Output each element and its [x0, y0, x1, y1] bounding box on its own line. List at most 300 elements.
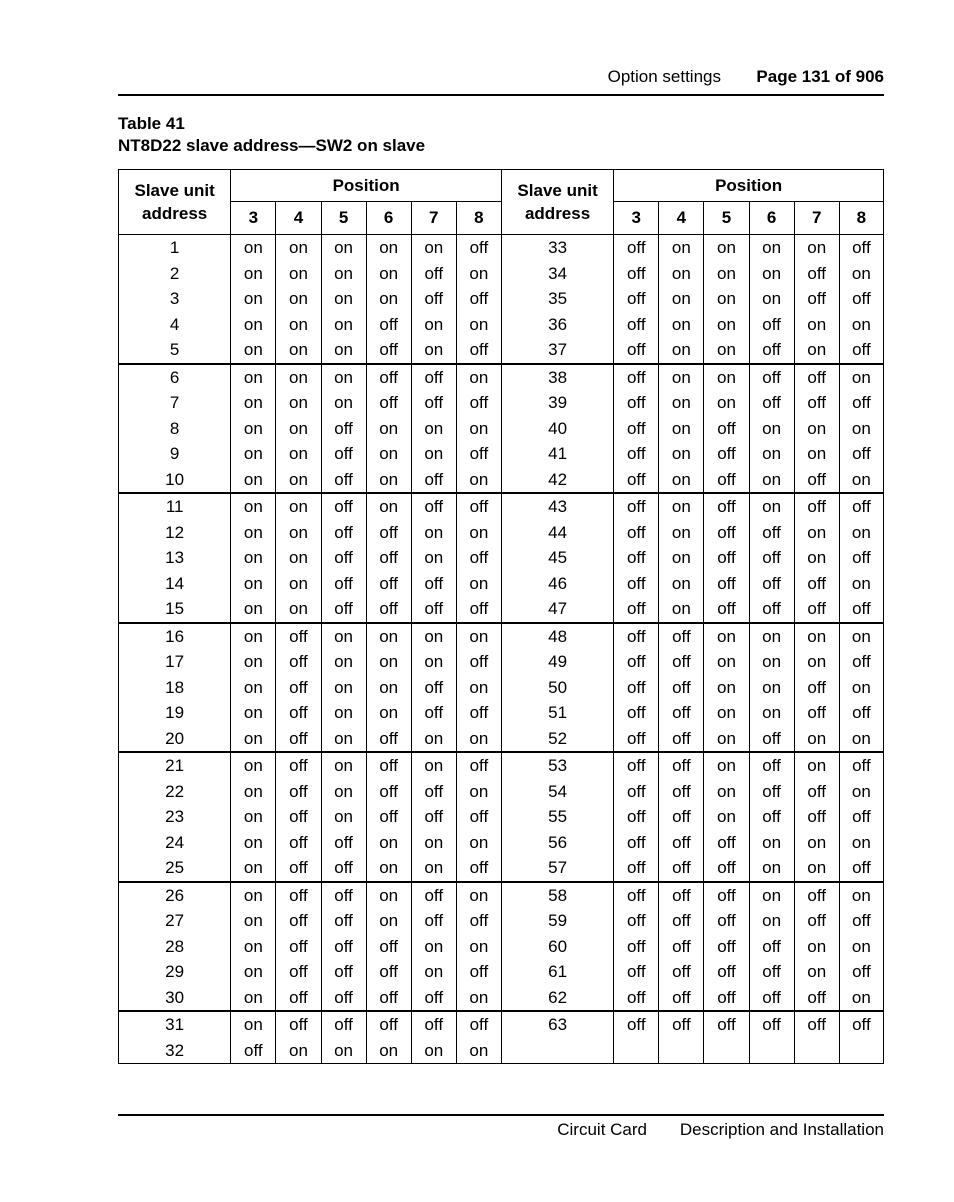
switch-cell: off: [839, 959, 883, 985]
address-cell: 39: [501, 390, 613, 416]
switch-cell: off: [366, 390, 411, 416]
address-cell: 45: [501, 545, 613, 571]
switch-cell: on: [366, 649, 411, 675]
switch-cell: off: [321, 467, 366, 494]
switch-cell: off: [839, 545, 883, 571]
switch-cell: on: [411, 934, 456, 960]
switch-cell: on: [456, 779, 501, 805]
header-line: address: [142, 204, 208, 223]
switch-cell: on: [659, 493, 704, 520]
switch-cell: on: [276, 545, 321, 571]
switch-cell: on: [456, 312, 501, 338]
table-row: [119, 1038, 884, 1064]
switch-cell: on: [411, 959, 456, 985]
switch-cell: off: [321, 416, 366, 442]
switch-cell: on: [704, 312, 749, 338]
switch-cell: on: [456, 416, 501, 442]
table-row: [119, 726, 884, 753]
table-row: [119, 855, 884, 882]
address-cell: 19: [119, 700, 231, 726]
header-line: Slave unit: [134, 181, 215, 200]
switch-cell: on: [411, 235, 456, 261]
switch-cell: on: [276, 364, 321, 391]
table-row: [119, 390, 884, 416]
address-cell: 48: [501, 623, 613, 650]
switch-cell: on: [411, 312, 456, 338]
switch-cell: on: [276, 596, 321, 623]
switch-cell: on: [276, 286, 321, 312]
switch-cell: off: [659, 726, 704, 753]
switch-cell: on: [231, 882, 276, 909]
address-cell: 51: [501, 700, 613, 726]
switch-cell: off: [614, 520, 659, 546]
switch-cell: on: [839, 261, 883, 287]
address-cell: 4: [119, 312, 231, 338]
switch-cell: on: [366, 882, 411, 909]
switch-cell: on: [659, 337, 704, 364]
switch-cell: on: [749, 700, 794, 726]
address-cell: 1: [119, 235, 231, 261]
switch-cell: off: [411, 908, 456, 934]
switch-cell: on: [366, 855, 411, 882]
switch-cell: off: [366, 752, 411, 779]
switch-cell: on: [366, 261, 411, 287]
switch-cell: off: [614, 261, 659, 287]
switch-cell: off: [456, 752, 501, 779]
switch-cell: off: [794, 571, 839, 597]
switch-cell: off: [749, 337, 794, 364]
table-row: [119, 545, 884, 571]
switch-cell: off: [704, 830, 749, 856]
switch-cell: [614, 1038, 659, 1064]
switch-cell: off: [411, 1011, 456, 1038]
switch-cell: off: [614, 908, 659, 934]
table-number: Table 41: [118, 114, 185, 133]
switch-cell: off: [456, 390, 501, 416]
switch-cell: off: [456, 649, 501, 675]
table-row: [119, 467, 884, 494]
switch-cell: off: [794, 596, 839, 623]
switch-cell: off: [366, 364, 411, 391]
address-cell: 28: [119, 934, 231, 960]
switch-cell: off: [614, 493, 659, 520]
switch-cell: off: [614, 545, 659, 571]
switch-cell: on: [456, 1038, 501, 1064]
switch-cell: on: [659, 364, 704, 391]
switch-cell: on: [321, 649, 366, 675]
switch-cell: on: [794, 830, 839, 856]
switch-cell: on: [276, 1038, 321, 1064]
switch-cell: off: [456, 493, 501, 520]
switch-cell: on: [366, 235, 411, 261]
switch-cell: off: [321, 1011, 366, 1038]
switch-cell: on: [659, 571, 704, 597]
switch-cell: off: [276, 882, 321, 909]
switch-cell: on: [659, 312, 704, 338]
switch-cell: off: [276, 700, 321, 726]
switch-cell: off: [704, 985, 749, 1012]
footer-right: Description and Installation: [679, 1120, 884, 1139]
address-cell: 34: [501, 261, 613, 287]
switch-cell: on: [411, 337, 456, 364]
switch-cell: off: [614, 985, 659, 1012]
header-line: Slave unit: [517, 181, 598, 200]
address-cell: 11: [119, 493, 231, 520]
switch-cell: on: [704, 779, 749, 805]
address-cell: 14: [119, 571, 231, 597]
table-row: [119, 520, 884, 546]
switch-cell: off: [614, 286, 659, 312]
switch-cell: off: [456, 596, 501, 623]
switch-cell: off: [794, 286, 839, 312]
table-row: [119, 337, 884, 364]
switch-cell: on: [231, 804, 276, 830]
switch-cell: off: [366, 337, 411, 364]
switch-cell: off: [749, 934, 794, 960]
switch-cell: on: [749, 493, 794, 520]
switch-cell: off: [321, 441, 366, 467]
header-line: address: [524, 204, 591, 223]
address-cell: 22: [119, 779, 231, 805]
address-cell: 20: [119, 726, 231, 753]
address-cell: 10: [119, 467, 231, 494]
switch-cell: off: [411, 390, 456, 416]
switch-cell: on: [794, 545, 839, 571]
switch-cell: off: [276, 752, 321, 779]
address-cell: 25: [119, 855, 231, 882]
address-cell: 6: [119, 364, 231, 391]
table-row: [119, 441, 884, 467]
switch-cell: on: [704, 337, 749, 364]
switch-cell: off: [794, 493, 839, 520]
switch-cell: on: [659, 416, 704, 442]
switch-cell: off: [321, 855, 366, 882]
switch-cell: on: [794, 623, 839, 650]
switch-cell: on: [839, 675, 883, 701]
switch-cell: off: [839, 441, 883, 467]
page-header: [118, 64, 884, 96]
switch-cell: off: [411, 804, 456, 830]
switch-cell: on: [231, 649, 276, 675]
switch-cell: off: [276, 1011, 321, 1038]
address-cell: 27: [119, 908, 231, 934]
address-cell: 17: [119, 649, 231, 675]
switch-cell: on: [749, 441, 794, 467]
switch-cell: off: [659, 882, 704, 909]
switch-cell: off: [659, 649, 704, 675]
switch-cell: off: [321, 985, 366, 1012]
switch-cell: off: [456, 441, 501, 467]
position-right-col-header: 6: [749, 202, 794, 235]
switch-cell: on: [749, 649, 794, 675]
switch-cell: off: [276, 830, 321, 856]
address-cell: 15: [119, 596, 231, 623]
switch-cell: on: [366, 441, 411, 467]
switch-cell: on: [411, 830, 456, 856]
switch-cell: on: [839, 726, 883, 753]
switch-cell: on: [456, 830, 501, 856]
switch-cell: off: [456, 700, 501, 726]
switch-cell: off: [749, 985, 794, 1012]
address-cell: 46: [501, 571, 613, 597]
section-title: Option settings: [607, 67, 721, 86]
table-row: [119, 596, 884, 623]
switch-cell: off: [794, 364, 839, 391]
switch-cell: on: [321, 390, 366, 416]
switch-cell: off: [276, 985, 321, 1012]
switch-cell: off: [794, 1011, 839, 1038]
position-header-right: Position: [614, 170, 884, 202]
table-row: [119, 675, 884, 701]
switch-cell: off: [794, 985, 839, 1012]
switch-cell: off: [794, 675, 839, 701]
switch-cell: off: [231, 1038, 276, 1064]
switch-cell: off: [749, 752, 794, 779]
switch-cell: off: [614, 752, 659, 779]
switch-cell: off: [704, 416, 749, 442]
table-row: [119, 571, 884, 597]
table-row: [119, 752, 884, 779]
switch-cell: off: [411, 700, 456, 726]
switch-cell: on: [411, 520, 456, 546]
switch-cell: on: [231, 545, 276, 571]
switch-cell: off: [659, 779, 704, 805]
switch-cell: on: [231, 441, 276, 467]
switch-cell: off: [839, 649, 883, 675]
switch-cell: on: [704, 261, 749, 287]
switch-cell: on: [456, 675, 501, 701]
switch-cell: [704, 1038, 749, 1064]
switch-cell: on: [231, 390, 276, 416]
table-caption: [118, 113, 425, 157]
switch-cell: on: [411, 726, 456, 753]
address-cell: 50: [501, 675, 613, 701]
switch-cell: on: [704, 804, 749, 830]
switch-cell: on: [411, 545, 456, 571]
slave-unit-header-left: [119, 170, 231, 235]
address-cell: 31: [119, 1011, 231, 1038]
switch-cell: off: [839, 804, 883, 830]
address-cell: 7: [119, 390, 231, 416]
switch-cell: on: [321, 700, 366, 726]
switch-cell: off: [704, 493, 749, 520]
switch-cell: off: [321, 882, 366, 909]
switch-cell: off: [839, 752, 883, 779]
switch-cell: [839, 1038, 883, 1064]
switch-cell: on: [366, 416, 411, 442]
switch-cell: off: [749, 779, 794, 805]
switch-cell: off: [839, 596, 883, 623]
table-row: [119, 312, 884, 338]
switch-cell: off: [749, 545, 794, 571]
switch-cell: off: [276, 675, 321, 701]
switch-cell: off: [456, 337, 501, 364]
switch-cell: off: [839, 855, 883, 882]
address-cell: 61: [501, 959, 613, 985]
switch-cell: off: [411, 571, 456, 597]
switch-cell: on: [839, 623, 883, 650]
switch-cell: on: [366, 1038, 411, 1064]
table-row: [119, 235, 884, 261]
address-cell: 13: [119, 545, 231, 571]
switch-cell: off: [366, 726, 411, 753]
switch-cell: on: [276, 467, 321, 494]
switch-cell: on: [321, 779, 366, 805]
switch-cell: on: [231, 596, 276, 623]
address-cell: 30: [119, 985, 231, 1012]
table-row: [119, 649, 884, 675]
address-cell: 5: [119, 337, 231, 364]
switch-cell: off: [276, 959, 321, 985]
switch-cell: off: [704, 467, 749, 494]
address-cell: 52: [501, 726, 613, 753]
switch-cell: on: [794, 934, 839, 960]
position-right-col-header: 8: [839, 202, 883, 235]
switch-cell: on: [231, 337, 276, 364]
switch-cell: on: [794, 441, 839, 467]
switch-cell: on: [794, 416, 839, 442]
switch-cell: off: [321, 908, 366, 934]
address-cell: 57: [501, 855, 613, 882]
switch-cell: on: [749, 675, 794, 701]
switch-cell: off: [276, 649, 321, 675]
switch-cell: on: [276, 520, 321, 546]
page-number: Page 131 of 906: [756, 67, 884, 86]
switch-cell: off: [659, 908, 704, 934]
table-row: [119, 416, 884, 442]
switch-cell: on: [321, 364, 366, 391]
switch-cell: on: [839, 571, 883, 597]
switch-cell: off: [411, 261, 456, 287]
switch-cell: off: [614, 934, 659, 960]
switch-cell: on: [704, 752, 749, 779]
switch-cell: on: [794, 726, 839, 753]
switch-cell: on: [366, 286, 411, 312]
switch-cell: on: [321, 675, 366, 701]
switch-cell: on: [231, 779, 276, 805]
address-cell: 33: [501, 235, 613, 261]
switch-cell: off: [366, 545, 411, 571]
address-cell: 37: [501, 337, 613, 364]
switch-cell: on: [839, 779, 883, 805]
switch-cell: on: [704, 390, 749, 416]
switch-cell: on: [411, 623, 456, 650]
switch-cell: off: [321, 959, 366, 985]
switch-cell: off: [366, 804, 411, 830]
address-cell: 9: [119, 441, 231, 467]
switch-cell: on: [276, 441, 321, 467]
switch-cell: off: [456, 804, 501, 830]
switch-cell: off: [276, 623, 321, 650]
switch-cell: on: [456, 726, 501, 753]
switch-cell: on: [839, 416, 883, 442]
address-cell: 18: [119, 675, 231, 701]
switch-cell: off: [276, 804, 321, 830]
switch-cell: on: [749, 623, 794, 650]
switch-cell: on: [839, 364, 883, 391]
switch-cell: on: [456, 623, 501, 650]
switch-cell: off: [749, 804, 794, 830]
table-row: [119, 1011, 884, 1038]
switch-cell: on: [839, 520, 883, 546]
position-right-col-header: 7: [794, 202, 839, 235]
switch-cell: on: [231, 623, 276, 650]
address-cell: 41: [501, 441, 613, 467]
switch-cell: on: [704, 726, 749, 753]
switch-cell: off: [749, 312, 794, 338]
switch-cell: on: [231, 752, 276, 779]
address-cell: 26: [119, 882, 231, 909]
table-row: [119, 261, 884, 287]
switch-cell: on: [231, 261, 276, 287]
switch-cell: off: [614, 855, 659, 882]
position-left-col-header: 3: [231, 202, 276, 235]
address-cell: 53: [501, 752, 613, 779]
switch-cell: off: [321, 830, 366, 856]
switch-cell: off: [794, 261, 839, 287]
switch-cell: off: [794, 908, 839, 934]
switch-cell: on: [456, 261, 501, 287]
switch-cell: off: [839, 700, 883, 726]
switch-cell: on: [276, 261, 321, 287]
switch-cell: on: [321, 337, 366, 364]
position-right-col-header: 3: [614, 202, 659, 235]
switch-cell: on: [456, 985, 501, 1012]
switch-cell: off: [614, 882, 659, 909]
switch-cell: on: [659, 390, 704, 416]
switch-cell: off: [839, 493, 883, 520]
switch-cell: on: [456, 520, 501, 546]
switch-cell: on: [366, 467, 411, 494]
switch-cell: off: [659, 959, 704, 985]
switch-cell: on: [456, 882, 501, 909]
position-right-col-header: 5: [704, 202, 749, 235]
switch-cell: off: [614, 312, 659, 338]
switch-cell: on: [704, 364, 749, 391]
switch-cell: off: [366, 959, 411, 985]
switch-cell: on: [456, 467, 501, 494]
switch-cell: [794, 1038, 839, 1064]
switch-cell: off: [839, 286, 883, 312]
switch-cell: on: [366, 908, 411, 934]
switch-cell: off: [411, 493, 456, 520]
switch-cell: on: [749, 855, 794, 882]
switch-cell: on: [231, 985, 276, 1012]
switch-cell: off: [704, 959, 749, 985]
switch-cell: off: [704, 908, 749, 934]
switch-cell: off: [659, 700, 704, 726]
table-row: [119, 934, 884, 960]
switch-cell: on: [366, 493, 411, 520]
switch-cell: off: [321, 545, 366, 571]
switch-cell: on: [659, 286, 704, 312]
switch-cell: off: [659, 804, 704, 830]
slave-address-table: [118, 169, 884, 1064]
switch-cell: on: [276, 571, 321, 597]
switch-cell: off: [749, 596, 794, 623]
switch-cell: off: [321, 493, 366, 520]
position-left-col-header: 5: [321, 202, 366, 235]
switch-cell: off: [614, 959, 659, 985]
switch-cell: on: [659, 467, 704, 494]
switch-cell: on: [231, 726, 276, 753]
switch-cell: on: [231, 855, 276, 882]
switch-cell: on: [366, 623, 411, 650]
switch-cell: off: [749, 726, 794, 753]
switch-cell: off: [794, 804, 839, 830]
switch-cell: off: [321, 596, 366, 623]
switch-cell: on: [794, 235, 839, 261]
